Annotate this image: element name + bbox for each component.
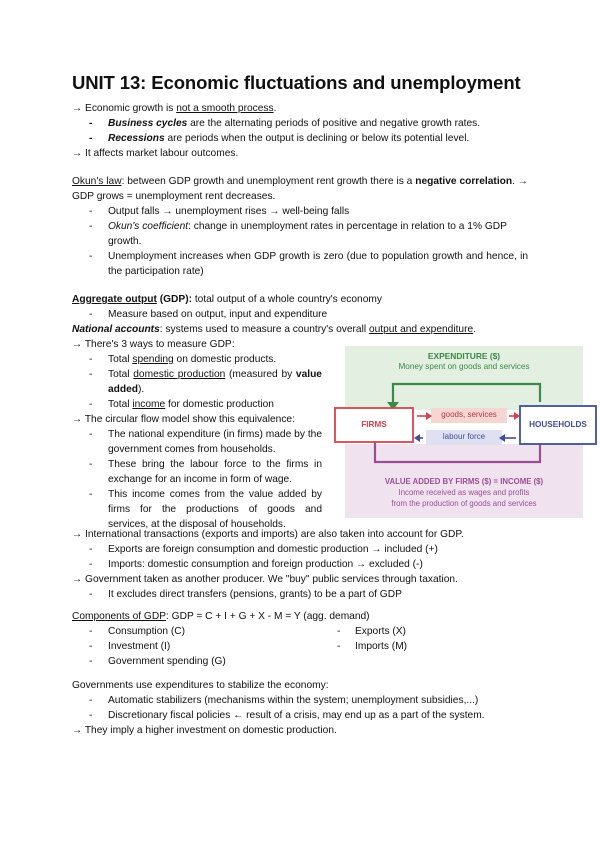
intro-line: → Economic growth is not a smooth process. <box>72 103 277 114</box>
labour-label: labour force <box>442 432 486 441</box>
expenditure-title: EXPENDITURE ($) <box>427 351 501 361</box>
goods-label: goods, services <box>441 410 497 419</box>
list-item: - Automatic stabilizers (mechanisms within the system; unemployment subsidies,...) <box>89 695 479 706</box>
gdp-ways-list <box>72 352 322 532</box>
list-item: - Total income for domestic production <box>89 399 274 410</box>
okun-section <box>72 174 528 279</box>
gdp-definition: Aggregate output (GDP): total output of a whole country's economy <box>72 294 382 305</box>
list-item: - Total spending on domestic products. <box>89 354 277 365</box>
list-item: - It excludes direct transfers (pensions, grants) to be a part of GDP <box>89 589 402 600</box>
list-item: - This income comes from the value added by firms for the productions of goods and services, at the disposal of households. <box>89 489 322 530</box>
list-item: - Unemployment increases when GDP growth is zero (due to population growth and hence, in the participation rate) <box>89 251 528 277</box>
value-added-subtitle-2: from the production of goods and services <box>391 499 537 508</box>
international-line: → International transactions (exports and imports) are also taken into account for GDP. <box>72 529 464 540</box>
stabilize-end: → They imply a higher investment on domestic production. <box>72 725 337 736</box>
list-item: - Business cycles are the alternating periods of positive and negative growth rates. <box>89 118 481 129</box>
expenditure-subtitle: Money spent on goods and services <box>398 362 530 371</box>
circular-flow-diagram <box>333 344 598 520</box>
list-item: - Output falls → unemployment rises → well-being falls <box>89 206 350 217</box>
national-accounts: National accounts: systems used to measure a country's overall output and expenditure. <box>72 324 477 335</box>
circular-flow-line: → The circular flow model show this equivalence: <box>72 414 295 425</box>
intro-line: → It affects market labour outcomes. <box>72 148 239 159</box>
list-item: - Investment (I) - Imports (M) <box>89 641 408 652</box>
list-item: - Measure based on output, input and expenditure <box>89 309 328 320</box>
list-item: - The national expenditure (in firms) made by the government comes from households. <box>89 429 322 455</box>
page-title: UNIT 13: Economic fluctuations and unemployment <box>72 72 521 93</box>
list-item: - Discretionary fiscal policies ← result of a crisis, may end up as a part of the system. <box>89 710 485 721</box>
list-item: - Consumption (C) - Exports (X) <box>89 626 406 637</box>
value-added-title: VALUE ADDED BY FIRMS ($) = INCOME ($) <box>384 477 544 486</box>
list-item: - Imports: domestic consumption and foreign production → excluded (-) <box>89 559 423 570</box>
stabilize-section <box>72 678 528 738</box>
list-item: - Government spending (G) <box>89 656 226 667</box>
okun-definition: Okun's law: between GDP growth and unemployment rent growth there is a negative correlation. → GDP grows = unemployment rent decreases. <box>72 176 528 202</box>
ways-line: → There's 3 ways to measure GDP: <box>72 339 235 350</box>
gdp-section <box>72 292 528 352</box>
firms-label: FIRMS <box>361 420 387 429</box>
intro-section <box>72 101 528 161</box>
list-item: - Exports are foreign consumption and domestic production → included (+) <box>89 544 438 555</box>
households-label: HOUSEHOLDS <box>529 420 587 429</box>
stabilize-line: Governments use expenditures to stabilize the economy: <box>72 680 329 691</box>
list-item: - Okun's coefficient: change in unemployment rates in percentage in relation to a 1% GDP growth. <box>89 221 507 247</box>
value-added-subtitle-1: Income received as wages and profits <box>398 488 530 497</box>
list-item: - These bring the labour force to the firms in exchange for an income in form of wage. <box>89 459 322 485</box>
gdp-international <box>72 527 528 602</box>
list-item: - Recessions are periods when the output is declining or below its potential level. <box>89 133 470 144</box>
government-line: → Government taken as another producer. We "buy" public services through taxation. <box>72 574 458 585</box>
list-item: - Total domestic production (measured by value added). <box>89 369 322 395</box>
components-section <box>72 609 528 669</box>
components-equation: Components of GDP: GDP = C + I + G + X - M = Y (agg. demand) <box>72 611 370 622</box>
